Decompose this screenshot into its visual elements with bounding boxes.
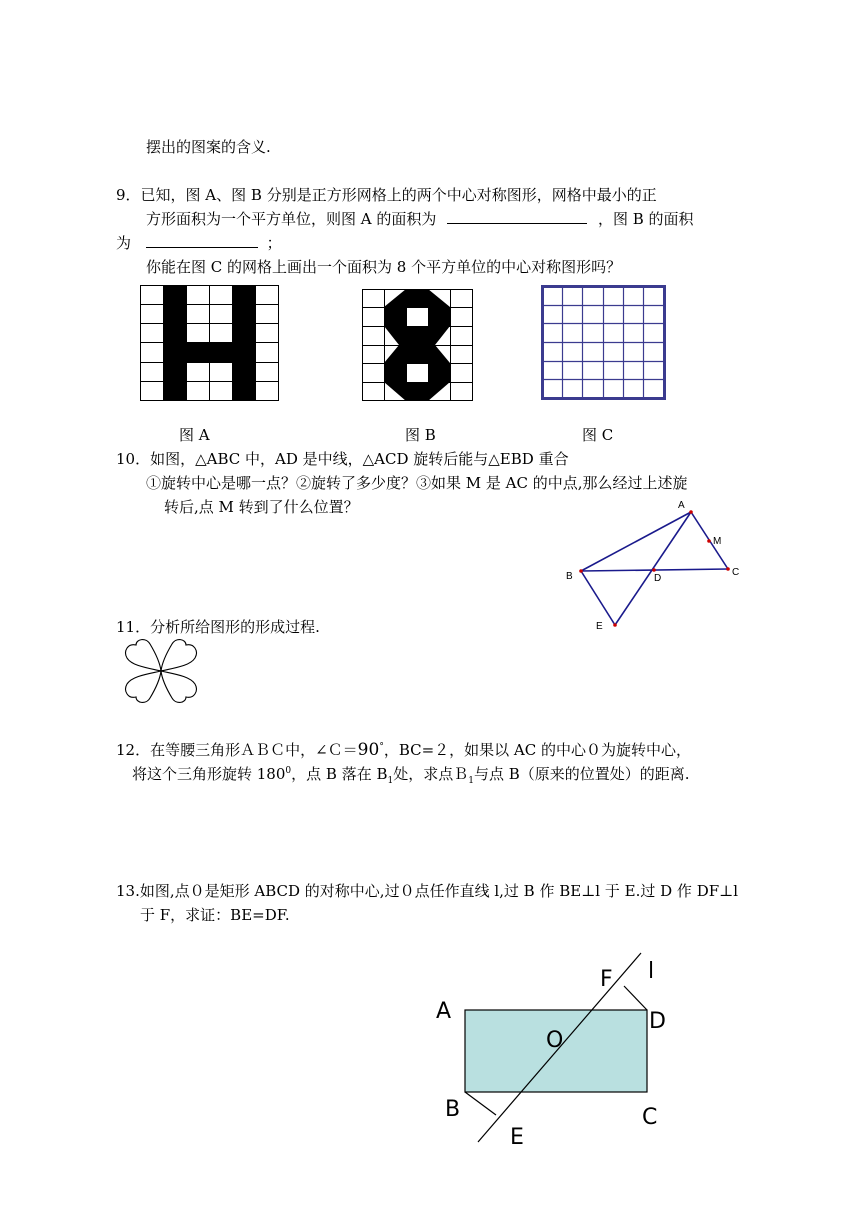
label-a: A bbox=[436, 999, 452, 1024]
continuation-text: 摆出的图案的含义. bbox=[146, 138, 271, 156]
q12-line2-c: ，点 B 落在 B bbox=[291, 765, 388, 783]
label-e: E bbox=[510, 1125, 524, 1150]
q9-line4: 你能在图 C 的网格上画出一个面积为 8 个平方单位的中心对称图形吗？ bbox=[146, 258, 622, 276]
q13-line2: 于 F，求证：BE=DF. bbox=[140, 906, 290, 924]
q12-line2-a: 将这个三角形旋转 180 bbox=[132, 765, 286, 783]
q12-line2 bbox=[132, 761, 690, 791]
label-d: D bbox=[649, 1009, 666, 1034]
point-c bbox=[726, 567, 730, 571]
q11-line1: 11．分析所给图形的形成过程. bbox=[116, 618, 320, 636]
label-b: B bbox=[566, 571, 573, 582]
figure-c[interactable] bbox=[541, 285, 666, 400]
label-l: l bbox=[648, 959, 655, 984]
point-m bbox=[707, 539, 711, 543]
segment-be bbox=[465, 1092, 496, 1115]
q12-line2-g: 与点 B（原来的位置处）的距离. bbox=[473, 765, 690, 783]
q12-degree2: 0 bbox=[285, 766, 292, 776]
segment-df bbox=[624, 986, 647, 1010]
caption-figure-a: 图 A bbox=[179, 426, 210, 444]
q10-figure bbox=[560, 498, 750, 638]
label-d: D bbox=[654, 573, 662, 584]
q9-area-a-blank[interactable] bbox=[447, 209, 587, 224]
figure-a bbox=[140, 285, 280, 402]
label-b: B bbox=[445, 1097, 461, 1122]
q9-line3 bbox=[116, 233, 282, 253]
caption-figure-c: 图 C bbox=[582, 426, 614, 444]
q12-sub2: 1 bbox=[468, 776, 474, 786]
label-c: C bbox=[732, 567, 740, 578]
q10-line3: 转后,点 M 转到了什么位置？ bbox=[164, 498, 359, 516]
q9-area-b-blank[interactable] bbox=[146, 233, 258, 248]
label-a: A bbox=[678, 500, 685, 511]
label-e: E bbox=[596, 621, 603, 632]
q12-sub1: 1 bbox=[387, 776, 394, 786]
q12-line1-a: 12．在等腰三角形ＡＢＣ中，∠Ｃ＝ bbox=[116, 741, 358, 759]
caption-figure-b: 图 B bbox=[405, 426, 436, 444]
figure-b bbox=[362, 289, 474, 402]
q9-line2-b: ，图 B 的面积 bbox=[597, 210, 694, 228]
q10-line1: 10．如图，△ABC 中，AD 是中线，△ACD 旋转后能与△EBD 重合 bbox=[116, 450, 569, 468]
label-f: F bbox=[600, 967, 613, 992]
q9-line3-b: ； bbox=[266, 234, 282, 252]
label-c: C bbox=[642, 1105, 658, 1130]
q13-line1: 13.如图,点０是矩形 ABCD 的对称中心,过０点任作直线 l,过 B 作 BE⊥l 于 E.过 D 作 DF⊥l bbox=[116, 882, 739, 900]
q12-angle-value: 90 bbox=[357, 740, 380, 760]
q9-line2 bbox=[146, 209, 694, 229]
q10-line2: ①旋转中心是哪一点？②旋转了多少度？③如果 M 是 AC 的中点,那么经过上述旋 bbox=[146, 474, 688, 492]
q13-figure bbox=[430, 950, 690, 1160]
label-m: M bbox=[713, 536, 722, 547]
label-o: O bbox=[546, 1028, 564, 1053]
q12-degree: ° bbox=[379, 742, 384, 752]
q12-line1 bbox=[116, 737, 691, 760]
q9-line3-a: 为 bbox=[116, 234, 132, 252]
q12-line2-e: 处，求点Ｂ bbox=[393, 765, 469, 783]
q9-line2-a: 方形面积为一个平方单位，则图 A 的面积为 bbox=[146, 210, 437, 228]
point-b bbox=[579, 569, 583, 573]
point-a bbox=[689, 510, 693, 514]
point-e bbox=[613, 623, 617, 627]
q12-line1-d: ，BC=２，如果以 AC 的中心０为旋转中心， bbox=[383, 741, 692, 759]
q9-line1: 9．已知，图 A、图 B 分别是正方形网格上的两个中心对称图形，网格中最小的正 bbox=[116, 186, 657, 204]
clover-figure bbox=[118, 636, 208, 706]
